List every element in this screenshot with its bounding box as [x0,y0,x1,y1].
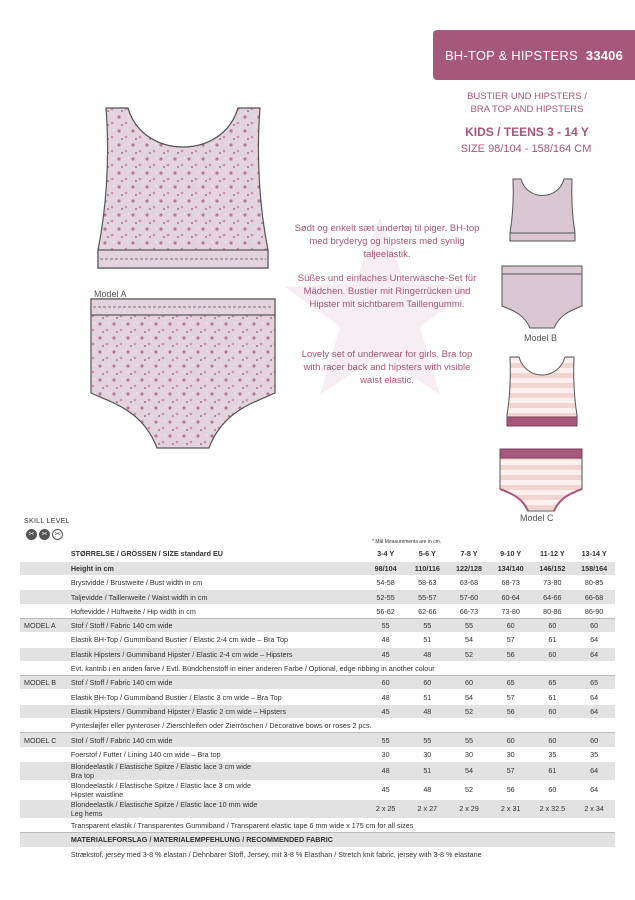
row-group-label [20,761,69,780]
pattern-title-banner [433,30,635,80]
model-b-row [20,690,615,704]
row-label: Elastik BH-Top / Gummiband Bustier / Elastic 2-4 cm wide – Bra Top [69,633,365,647]
model-a-label: Model A [94,289,127,299]
row-value: 5-6 Y [406,547,448,561]
row-value: 60 [448,676,490,690]
row-label: Stof / Stoff / Fabric 140 cm wide [69,733,365,747]
model-c-row [20,747,615,761]
scissors-filled-icon: ✂ [39,529,50,540]
model-c-row [20,733,615,747]
skill-level-rating [26,529,63,540]
scissors-filled-icon: ✂ [26,529,37,540]
row-value: 48 [406,704,448,718]
row-note: Evt. kantrib i en anden farve / Evtl. Bündchenstoff in einer anderen Farbe / Optional, edge ribbing in another colour [69,661,615,675]
row-value: 64 [573,690,615,704]
row-group-label [20,719,69,733]
row-value: 11-12 Y [532,547,574,561]
row-label: Elastik Hipsters / Gummiband Hipster / Elastic 2-4 cm wide – Hipsters [69,647,365,661]
row-value: 55 [365,733,407,747]
row-value: 48 [406,780,448,799]
model-c-note-row [20,818,615,832]
row-group-label [20,747,69,761]
row-group-label [20,704,69,718]
row-value: 64 [573,647,615,661]
description-english: Lovely set of underwear for girls. Bra top with racer back and hipsters with visible waist elastic. [301,349,473,386]
row-value: 60 [365,676,407,690]
row-value: 48 [406,647,448,661]
row-value: 73-80 [532,576,574,590]
model-c-row [20,761,615,780]
row-value: 73-80 [490,604,532,618]
row-value: 80-85 [573,576,615,590]
row-value: 48 [365,633,407,647]
row-label: Foerstof / Futter / Lining 140 cm wide – Bra top [69,747,365,761]
row-value: 30 [406,747,448,761]
row-label: STØRRELSE / GRÖSSEN / SIZE standard EU [69,547,365,561]
row-value: 65 [532,676,574,690]
subtitle-line-1: BUSTIER UND HIPSTERS / [467,91,587,102]
row-group-label [20,661,69,675]
row-group-label [20,590,69,604]
row-value: 57 [490,761,532,780]
row-label: Taljevidde / Taillenweite / Waist width in cm [69,590,365,604]
row-value: 2 x 31 [490,799,532,818]
row-value: 54-58 [365,576,407,590]
row-value: 51 [406,690,448,704]
row-label: Elastik Hipsters / Gummiband Hipster / Elastic 2 cm wide – Hipsters [69,704,365,718]
row-label: Stof / Stoff / Fabric 140 cm wide [69,618,365,632]
row-value: 48 [365,690,407,704]
model-c-bra-top-sketch [502,353,582,433]
row-value: 60-64 [490,590,532,604]
row-value: 64-66 [532,590,574,604]
subtitle [447,91,607,116]
model-a-row [20,618,615,632]
row-value: 52 [448,780,490,799]
subtitle-line-2: BRA TOP AND HIPSTERS [470,103,584,115]
row-value: 66-68 [573,590,615,604]
model-b-row [20,676,615,690]
size-range: SIZE 98/104 - 158/164 CM [460,143,592,155]
row-value: 65 [490,676,532,690]
row-value: 68-73 [490,576,532,590]
model-a-hipster-sketch [83,293,283,458]
row-note: Transparent elastik / Transparentes Gummiband / Transparent elastic tape 6 mm wide x 175 cm for all sizes [69,818,615,832]
row-group-label [20,847,69,861]
fabric-text-row [20,847,615,861]
row-value: 146/152 [532,561,574,575]
model-b-label: Model B [524,333,558,343]
row-value: 60 [573,618,615,632]
row-label: Brystvidde / Brustweite / Bust width in cm [69,576,365,590]
row-value: 51 [406,633,448,647]
row-value: 57 [490,633,532,647]
model-c-hipster-sketch [496,445,586,515]
model-c-row [20,799,615,818]
row-group-label [20,690,69,704]
row-value: 55 [365,618,407,632]
description-danish: Sødt og enkelt sæt undertøj til piger. BH-top med bryderyg og hipsters med synlig taljeelastik. [294,223,480,260]
table-row [20,561,615,575]
model-b-row [20,704,615,718]
row-value: 60 [490,733,532,747]
row-value: 56 [490,704,532,718]
row-value: 54 [448,633,490,647]
row-value: 56 [490,780,532,799]
row-group-label: MODEL A [20,618,69,632]
row-value: 45 [365,647,407,661]
model-a-note-row [20,661,615,675]
table-row [20,576,615,590]
row-value: 64 [573,780,615,799]
row-label: Height in cm [69,561,365,575]
row-value: 30 [365,747,407,761]
row-value: 35 [532,747,574,761]
row-value: 35 [573,747,615,761]
row-value: 63-68 [448,576,490,590]
pattern-title: BH-TOP & HIPSTERS [444,47,578,63]
row-value: 2 x 32.5 [532,799,574,818]
row-value: 2 x 27 [406,799,448,818]
model-b-bra-top-sketch [505,175,580,247]
row-label: Blondeelastik / Elastische Spitze / Elastic lace 10 mm wide Leg hems [69,799,365,818]
row-value: 158/164 [573,561,615,575]
model-a-row [20,647,615,661]
row-value: 54 [448,690,490,704]
row-value: 2 x 25 [365,799,407,818]
row-value: 134/140 [490,561,532,575]
row-note: MATERIALEFORSLAG / MATERIALEMPFEHLUNG / RECOMMENDED FABRIC [69,833,615,847]
row-group-label [20,576,69,590]
row-value: 9-10 Y [490,547,532,561]
model-a-bra-top-sketch [88,100,278,285]
row-value: 7-8 Y [448,547,490,561]
model-a-row [20,633,615,647]
scissors-empty-icon: ✂ [52,529,63,540]
row-value: 30 [448,747,490,761]
model-c-label: Model C [520,513,554,523]
row-value: 60 [532,704,574,718]
row-value: 55-57 [406,590,448,604]
row-value: 60 [532,647,574,661]
row-value: 80-86 [532,604,574,618]
row-value: 122/128 [448,561,490,575]
measurements-note: * Mål Measurements are in cm. [372,539,442,545]
row-value: 45 [365,704,407,718]
row-value: 52-55 [365,590,407,604]
row-value: 60 [532,618,574,632]
row-value: 60 [532,780,574,799]
row-label: Elastik BH-Top / Gummiband Bustier / Elastic 3 cm wide – Bra Top [69,690,365,704]
row-value: 55 [406,618,448,632]
row-value: 56-62 [365,604,407,618]
row-group-label [20,633,69,647]
model-b-note-row [20,719,615,733]
row-value: 48 [365,761,407,780]
row-value: 52 [448,647,490,661]
row-value: 64 [573,704,615,718]
row-value: 60 [532,733,574,747]
row-group-label: MODEL B [20,676,69,690]
row-value: 55 [406,733,448,747]
row-value: 60 [490,618,532,632]
skill-level-label: SKILL LEVEL [24,518,70,525]
row-value: 61 [532,690,574,704]
row-value: 51 [406,761,448,780]
table-row [20,604,615,618]
row-value: 54 [448,761,490,780]
pattern-number: 33406 [585,47,624,63]
fabric-heading-row [20,833,615,847]
row-value: 52 [448,704,490,718]
row-value: 61 [532,761,574,780]
row-label: Stof / Stoff / Fabric 140 cm wide [69,676,365,690]
row-group-label [20,780,69,799]
row-value: 60 [406,676,448,690]
row-value: 65 [573,676,615,690]
row-value: 55 [448,618,490,632]
row-value: 64 [573,633,615,647]
row-group-label [20,833,69,847]
row-value: 55 [448,733,490,747]
row-value: 13-14 Y [573,547,615,561]
row-value: 66-73 [448,604,490,618]
row-value: 30 [490,747,532,761]
table-row [20,590,615,604]
row-group-label [20,799,69,818]
row-label: Blondeelastik / Elastische Spitze / Elastic lace 3 cm wide Bra top [69,761,365,780]
row-value: 62-66 [406,604,448,618]
row-value: 2 x 34 [573,799,615,818]
row-value: 3-4 Y [365,547,407,561]
row-group-label [20,547,69,561]
description-german: Süßes und einfaches Unterwäsche-Set für Mädchen. Bustier mit Ringerrücken und Hipster mit sichtbarem Taillengummi. [297,273,477,310]
row-group-label [20,647,69,661]
row-group-label [20,604,69,618]
row-group-label [20,818,69,832]
row-value: 60 [573,733,615,747]
row-value: 86-90 [573,604,615,618]
row-note: Strækstof, jersey med 3-8 % elastan / Dehnbarer Stoff, Jersey, mit 3-8 % Elasthan / Stretch knit fabric, jersey with 3-8 % elastane [69,847,615,861]
row-value: 56 [490,647,532,661]
row-value: 58-63 [406,576,448,590]
age-range: KIDS / TEENS 3 - 14 Y [465,125,589,139]
row-value: 61 [532,633,574,647]
table-header-row [20,547,615,561]
row-note: Pyntesløjfer eller pynteroser / Zierschleifen oder Zierröschen / Decorative bows or roses 2 pcs. [69,719,615,733]
row-value: 57-60 [448,590,490,604]
row-value: 64 [573,761,615,780]
size-table [20,547,615,862]
row-label: Hoftevidde / Hüftweite / Hip width in cm [69,604,365,618]
row-value: 98/104 [365,561,407,575]
model-b-hipster-sketch [498,262,586,332]
row-group-label [20,561,69,575]
model-c-row [20,780,615,799]
row-value: 45 [365,780,407,799]
row-group-label: MODEL C [20,733,69,747]
row-value: 110/116 [406,561,448,575]
row-value: 2 x 29 [448,799,490,818]
row-label: Blondeelastik / Elastische Spitze / Elastic lace 3 cm wide Hipster waistline [69,780,365,799]
row-value: 57 [490,690,532,704]
